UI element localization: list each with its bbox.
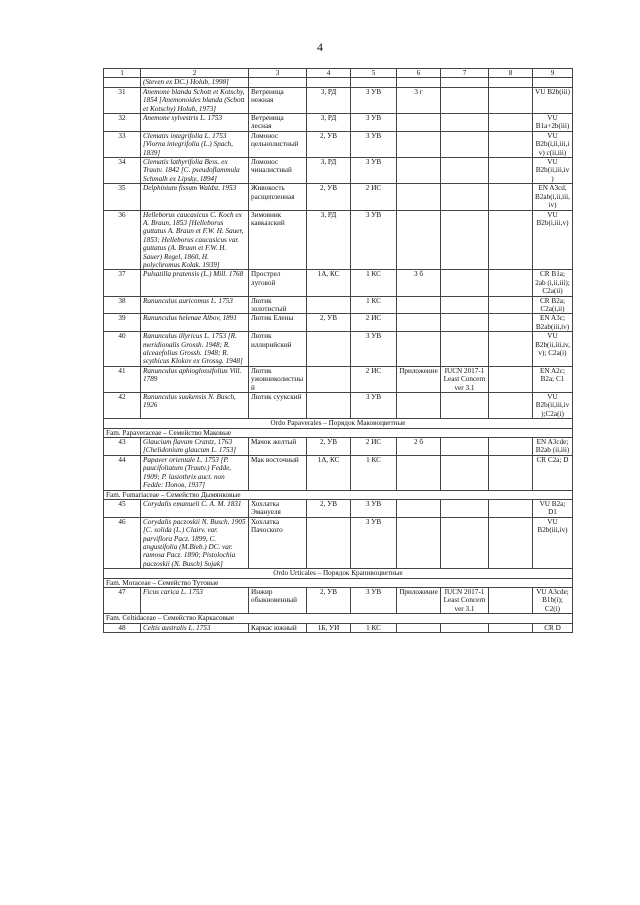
col7-status: IUCN 2017-1 Least Concern ver 3.1 [441, 366, 489, 392]
iucn-criteria: EN A3c; B2ab(iii,iv) [533, 314, 573, 332]
row-number [104, 78, 141, 87]
col5-status: 1 КС [351, 455, 397, 490]
col4-status: 2, УВ [307, 587, 351, 613]
col4-status: 2, УВ [307, 314, 351, 332]
col6-status [397, 314, 441, 332]
col8-status [489, 623, 533, 632]
col7-status [441, 438, 489, 456]
russian-name: Каркас южный [249, 623, 307, 632]
col5-status: 2 ИС [351, 314, 397, 332]
col7-status [441, 455, 489, 490]
col7-status [441, 499, 489, 517]
iucn-criteria: EN A3cde; B2ab (ii,iii) [533, 438, 573, 456]
col8-status [489, 184, 533, 210]
col8-status [489, 114, 533, 132]
row-number: 37 [104, 270, 141, 296]
row-number: 31 [104, 87, 141, 113]
latin-name: Clematis integrifolia L. 1753 [Viorna integrifolia (L.) Spach, 1839] [141, 131, 249, 157]
col4-status [307, 332, 351, 367]
col-header: 1 [104, 69, 141, 78]
iucn-criteria: VU B2b(iii) [533, 87, 573, 113]
iucn-criteria: CR B1a; 2ab (i,ii,iii); C2a(ii) [533, 270, 573, 296]
col4-status: 1А, КС [307, 270, 351, 296]
table-row [104, 87, 573, 113]
col5-status: 1 КС [351, 296, 397, 314]
table-row [104, 587, 573, 613]
row-number: 32 [104, 114, 141, 132]
col-header: 7 [441, 69, 489, 78]
col6-status: Приложение [397, 587, 441, 613]
order-heading: Ordo Urticales – Порядок Крапивоцветные [104, 569, 573, 578]
order-heading: Ordo Papaverales – Порядок Маковоцветные [104, 419, 573, 428]
russian-name: Лютик золотистый [249, 296, 307, 314]
col8-status [489, 587, 533, 613]
col4-status: 3, РД [307, 114, 351, 132]
table-row [104, 296, 573, 314]
russian-name: Зимовник кавказский [249, 210, 307, 270]
col7-status [441, 184, 489, 210]
russian-name: Лютик ужовниколистный [249, 366, 307, 392]
latin-name: Ranunculus aphioglossifolius Vill. 1789 [141, 366, 249, 392]
row-number: 34 [104, 158, 141, 184]
table-row [104, 314, 573, 332]
col6-status [397, 131, 441, 157]
iucn-criteria: VU B2b(i,ii,iii,iv) c(ii,iii) [533, 131, 573, 157]
col5-status: 2 ИС [351, 438, 397, 456]
col6-status: 3 г [397, 87, 441, 113]
col7-status [441, 210, 489, 270]
col5-status [351, 78, 397, 87]
family-heading: Fam. Papaveraceae – Семейство Маковые [104, 428, 573, 437]
table-row [104, 499, 573, 517]
iucn-criteria: VU B2b(ii,iii,iv);C2a(i) [533, 393, 573, 419]
russian-name: Хохлатка Пачоского [249, 517, 307, 568]
latin-name: Helleborus caucasicus C. Koch ex A. Braun, 1853 [Helleborus guttatus A. Braun et F.W. H. Sauer, 1853; Helleborus caucasicus var. guttatus (A. Braun et F.W. H. Sauer) Regel, 1860, H. polychromus Kolak. 1939] [141, 210, 249, 270]
iucn-criteria: VU B1a+2b(iii) [533, 114, 573, 132]
row-number: 35 [104, 184, 141, 210]
iucn-criteria: CR C2a; D [533, 455, 573, 490]
iucn-criteria: CR B2a; C2a(i,ii) [533, 296, 573, 314]
col8-status [489, 366, 533, 392]
col8-status [489, 314, 533, 332]
col7-status: IUCN 2017-1 Least Concern ver 3.1 [441, 587, 489, 613]
col4-status: 3, РД [307, 158, 351, 184]
col8-status [489, 499, 533, 517]
row-number: 48 [104, 623, 141, 632]
row-number: 33 [104, 131, 141, 157]
col8-status [489, 131, 533, 157]
russian-name [249, 78, 307, 87]
latin-name: Ranunculus illyricus L. 1753 [R. meridionalis Grossh. 1948; R. alceaefolius Grossh. 1948; R. scythicus Klokov ex Grossg. 1948] [141, 332, 249, 367]
col5-status: 3 УВ [351, 114, 397, 132]
order-heading-row [104, 569, 573, 578]
col7-status [441, 270, 489, 296]
table-row [104, 332, 573, 367]
col4-status [307, 296, 351, 314]
col-header: 4 [307, 69, 351, 78]
table-row [104, 438, 573, 456]
family-heading: Fam. Fumariaceae – Семейство Дымянковые [104, 490, 573, 499]
col-header: 3 [249, 69, 307, 78]
col8-status [489, 78, 533, 87]
table-row [104, 517, 573, 568]
table-row [104, 455, 573, 490]
col4-status [307, 517, 351, 568]
russian-name: Лютик суукский [249, 393, 307, 419]
row-number: 46 [104, 517, 141, 568]
col7-status [441, 114, 489, 132]
col8-status [489, 517, 533, 568]
col6-status [397, 332, 441, 367]
table-row [104, 184, 573, 210]
iucn-criteria: VU B2b(ii,iii,iv) [533, 158, 573, 184]
latin-name: Papaver orientale L. 1753 [P. paucifoliatum (Trautv.) Fedde, 1909; P. lasiothrix auct. non Fedde: Попов, 1937] [141, 455, 249, 490]
row-number: 43 [104, 438, 141, 456]
col8-status [489, 438, 533, 456]
latin-name: Celtis australis L. 1753 [141, 623, 249, 632]
col8-status [489, 332, 533, 367]
col7-status [441, 131, 489, 157]
col6-status: Приложение [397, 366, 441, 392]
russian-name: Мачок желтый [249, 438, 307, 456]
col8-status [489, 87, 533, 113]
col5-status: 1 КС [351, 623, 397, 632]
table-row [104, 366, 573, 392]
russian-name: Хохлатка Эмануеля [249, 499, 307, 517]
table-row [104, 210, 573, 270]
table-row [104, 131, 573, 157]
col4-status: 2, УВ [307, 438, 351, 456]
table-row [104, 270, 573, 296]
col7-status [441, 314, 489, 332]
col7-status [441, 87, 489, 113]
col4-status: 2, УВ [307, 499, 351, 517]
col8-status [489, 296, 533, 314]
col4-status [307, 366, 351, 392]
col4-status: 1Б, УИ [307, 623, 351, 632]
row-number: 38 [104, 296, 141, 314]
col5-status: 2 ИС [351, 184, 397, 210]
col4-status: 1А, КС [307, 455, 351, 490]
col7-status [441, 393, 489, 419]
russian-name: Живокость расщепленная [249, 184, 307, 210]
family-heading-row [104, 614, 573, 623]
row-number: 40 [104, 332, 141, 367]
table-row [104, 78, 573, 87]
iucn-criteria: EN A3cd, B2ab(i,ii,iii,iv) [533, 184, 573, 210]
col6-status [397, 393, 441, 419]
col-header: 2 [141, 69, 249, 78]
col5-status: 3 УВ [351, 393, 397, 419]
col4-status: 2, УВ [307, 131, 351, 157]
iucn-criteria: VU B2b(ii,iii,iv,v); C2a(i) [533, 332, 573, 367]
latin-name: Ranunculus auricomus L. 1753 [141, 296, 249, 314]
col-header: 8 [489, 69, 533, 78]
col5-status: 3 УВ [351, 158, 397, 184]
table-row [104, 393, 573, 419]
table-row [104, 158, 573, 184]
col6-status [397, 455, 441, 490]
latin-name: (Steven ex DC.) Holub, 1998] [141, 78, 249, 87]
col8-status [489, 210, 533, 270]
col6-status: 3 б [397, 270, 441, 296]
family-heading: Fam. Celtidaceae – Семейство Каркасовые [104, 614, 573, 623]
col5-status: 3 УВ [351, 131, 397, 157]
col5-status: 1 КС [351, 270, 397, 296]
col7-status [441, 296, 489, 314]
latin-name: Glaucium flavum Crantz, 1763 [Chelidonium glaucum L. 1753] [141, 438, 249, 456]
russian-name: Ветреница лесная [249, 114, 307, 132]
row-number: 44 [104, 455, 141, 490]
col4-status: 3, РД [307, 87, 351, 113]
col5-status: 3 УВ [351, 499, 397, 517]
row-number: 42 [104, 393, 141, 419]
latin-name: Corydalis paczoskii N. Busch, 1905 [C. solida (L.) Clairv. var. parviflora Pacz. 1899, C. angustifolia (M.Bieb.) DC. var. ramosa Pacz. 1890; Pistolochia paczoskii (N. Busch) Sojak] [141, 517, 249, 568]
russian-name: Ломонос цельнолистный [249, 131, 307, 157]
col5-status: 3 УВ [351, 87, 397, 113]
iucn-criteria: EN A2c; B2a; C1 [533, 366, 573, 392]
col6-status: 2 б [397, 438, 441, 456]
col5-status: 3 УВ [351, 332, 397, 367]
russian-name: Лютик иллирийский [249, 332, 307, 367]
col6-status [397, 517, 441, 568]
latin-name: Pulsatilla pratensis (L.) Mill. 1768 [141, 270, 249, 296]
col5-status: 3 УВ [351, 210, 397, 270]
latin-name: Corydalis emanueli C. A. M. 1831 [141, 499, 249, 517]
col6-status [397, 210, 441, 270]
iucn-criteria: CR D [533, 623, 573, 632]
col7-status [441, 78, 489, 87]
col7-status [441, 623, 489, 632]
family-heading-row [104, 578, 573, 587]
russian-name: Мак восточный [249, 455, 307, 490]
col6-status [397, 78, 441, 87]
col7-status [441, 332, 489, 367]
col6-status [397, 296, 441, 314]
latin-name: Clematis lathyrifolia Bess. ex Trautv. 1842 [C. pseudoflammula Schmalh ex Lipsky, 1894] [141, 158, 249, 184]
col-header: 6 [397, 69, 441, 78]
col4-status [307, 393, 351, 419]
order-heading-row [104, 419, 573, 428]
col-header: 9 [533, 69, 573, 78]
iucn-criteria: VU A3cde; B1b(i); C2(i) [533, 587, 573, 613]
col5-status: 3 УВ [351, 587, 397, 613]
col4-status: 3, РД [307, 210, 351, 270]
col6-status [397, 184, 441, 210]
family-heading: Fam. Moraceae – Семейство Тутовые [104, 578, 573, 587]
col7-status [441, 517, 489, 568]
russian-name: Ветреница нежная [249, 87, 307, 113]
iucn-criteria: VU B2a; D1 [533, 499, 573, 517]
table-row [104, 114, 573, 132]
row-number: 45 [104, 499, 141, 517]
col-header: 5 [351, 69, 397, 78]
russian-name: Прострел луговой [249, 270, 307, 296]
russian-name: Инжир обыкновенный [249, 587, 307, 613]
row-number: 39 [104, 314, 141, 332]
col5-status: 2 ИС [351, 366, 397, 392]
red-list-table [103, 68, 573, 633]
iucn-criteria: VU B2b(i,iii,v) [533, 210, 573, 270]
col6-status [397, 114, 441, 132]
latin-name: Delphinium fissum Waldst. 1953 [141, 184, 249, 210]
latin-name: Ranunculus helenae Albov, 1891 [141, 314, 249, 332]
russian-name: Ломонос чиналистный [249, 158, 307, 184]
family-heading-row [104, 490, 573, 499]
latin-name: Ranunculus suukensis N. Busch, 1926 [141, 393, 249, 419]
row-number: 47 [104, 587, 141, 613]
col8-status [489, 270, 533, 296]
col6-status [397, 499, 441, 517]
col5-status: 3 УВ [351, 517, 397, 568]
col4-status [307, 78, 351, 87]
col7-status [441, 158, 489, 184]
family-heading-row [104, 428, 573, 437]
iucn-criteria [533, 78, 573, 87]
table-header-row [104, 69, 573, 78]
col6-status [397, 158, 441, 184]
col8-status [489, 393, 533, 419]
latin-name: Ficus carica L. 1753 [141, 587, 249, 613]
row-number: 36 [104, 210, 141, 270]
col8-status [489, 158, 533, 184]
row-number: 41 [104, 366, 141, 392]
iucn-criteria: VU B2b(iii,iv) [533, 517, 573, 568]
page-number: 4 [317, 40, 323, 54]
col8-status [489, 455, 533, 490]
table-row [104, 623, 573, 632]
col4-status: 2, УВ [307, 184, 351, 210]
latin-name: Anemone sylvestris L. 1753 [141, 114, 249, 132]
col6-status [397, 623, 441, 632]
latin-name: Anemone blanda Schott et Kotschy, 1854 [Anemonoides blanda (Schott et Kotschy) Holub, 1973] [141, 87, 249, 113]
russian-name: Лютик Елены [249, 314, 307, 332]
